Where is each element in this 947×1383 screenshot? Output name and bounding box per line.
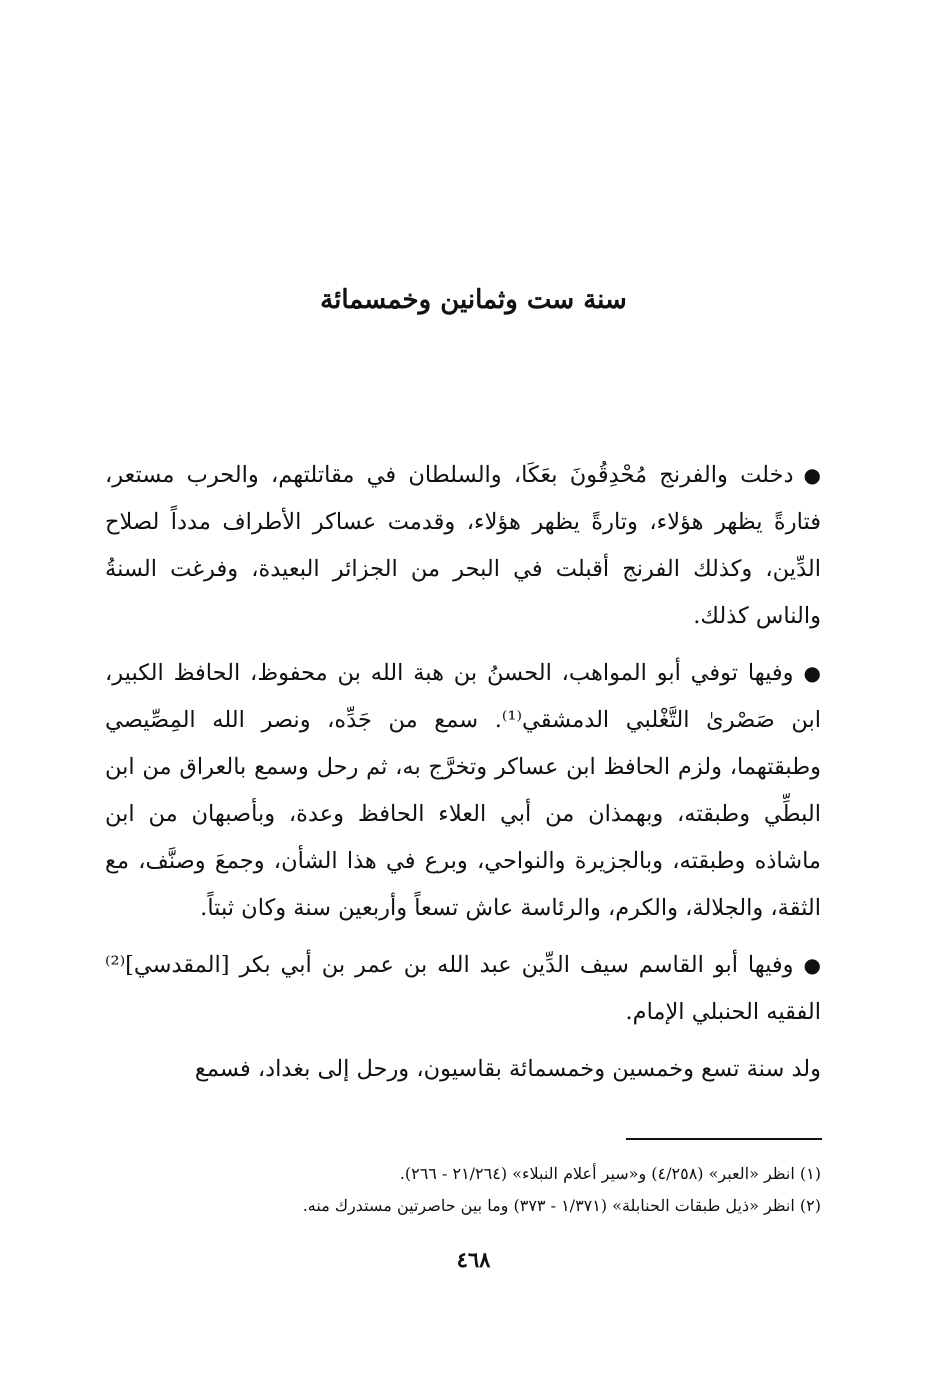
- paragraph-text: ولد سنة تسع وخمسين وخمسمائة بقاسيون، ورحل إلى بغداد، فسمع: [194, 1056, 821, 1082]
- footnote: (٢) انظر «ذيل طبقات الحنابلة» (١/٣٧١ - ٣٧٣) وما بين حاصرتين مستدرك منه.: [302, 1196, 821, 1215]
- page-number: ٤٦٨: [456, 1247, 491, 1272]
- paragraph: [105, 452, 821, 640]
- continuation-paragraph: [105, 1046, 821, 1093]
- paragraph-text: وفيها توفي أبو المواهب، الحسنُ بن هبة الله بن محفوظ، الحافظ الكبير، ابن صَصْرىٰ التَّغْلبي الدمشقي⁽¹⁾. سمع من جَدِّه، ونصر الله المِصِّيصي وطبقتهما، ولزم الحافظ ابن عساكر وتخرَّج به، ثم رحل وسمع بالعراق من ابن البطِّي وطبقته، وبهمذان من أبي العلاء الحافظ وعدة، وبأصبهان من ابن ماشاذه وطبقته، وبالجزيرة والنواحي، وبرع في هذا الشأن، وجمعَ وصنَّف، مع الثقة، والجلالة، والكرم، والرئاسة عاش تسعاً وأربعين سنة وكان ثبتاً.: [105, 660, 822, 921]
- footnote: (١) انظر «العبر» (٤/٢٥٨) و«سير أعلام النبلاء» (٢١/٢٦٤ - ٢٦٦).: [399, 1164, 821, 1183]
- bullet-icon: ●: [803, 953, 821, 977]
- paragraph-text: وفيها أبو القاسم سيف الدِّين عبد الله بن عمر بن أبي بكر [المقدسي]⁽²⁾ الفقيه الحنبلي الإمام.: [105, 952, 821, 1025]
- footnotes: [105, 1158, 821, 1222]
- paragraph: [105, 650, 821, 932]
- chapter-title: سنة ست وثمانين وخمسمائة: [320, 285, 627, 315]
- footnote-divider: [626, 1138, 822, 1140]
- body-text: [105, 452, 821, 1103]
- paragraph-text: دخلت والفرنج مُحْدِقُونَ بعَكَا، والسلطان في مقاتلتهم، والحرب مستعر، فتارةً يظهر هؤلاء، وتارةً يظهر هؤلاء، وقدمت عساكر الأطراف مدداً لصلاح الدِّين، وكذلك الفرنج أقبلت في البحر من الجزائر البعيدة، وفرغت السنةُ والناس كذلك.: [105, 462, 821, 629]
- bullet-icon: ●: [803, 463, 821, 487]
- bullet-icon: ●: [803, 661, 821, 685]
- paragraph: [105, 942, 821, 1036]
